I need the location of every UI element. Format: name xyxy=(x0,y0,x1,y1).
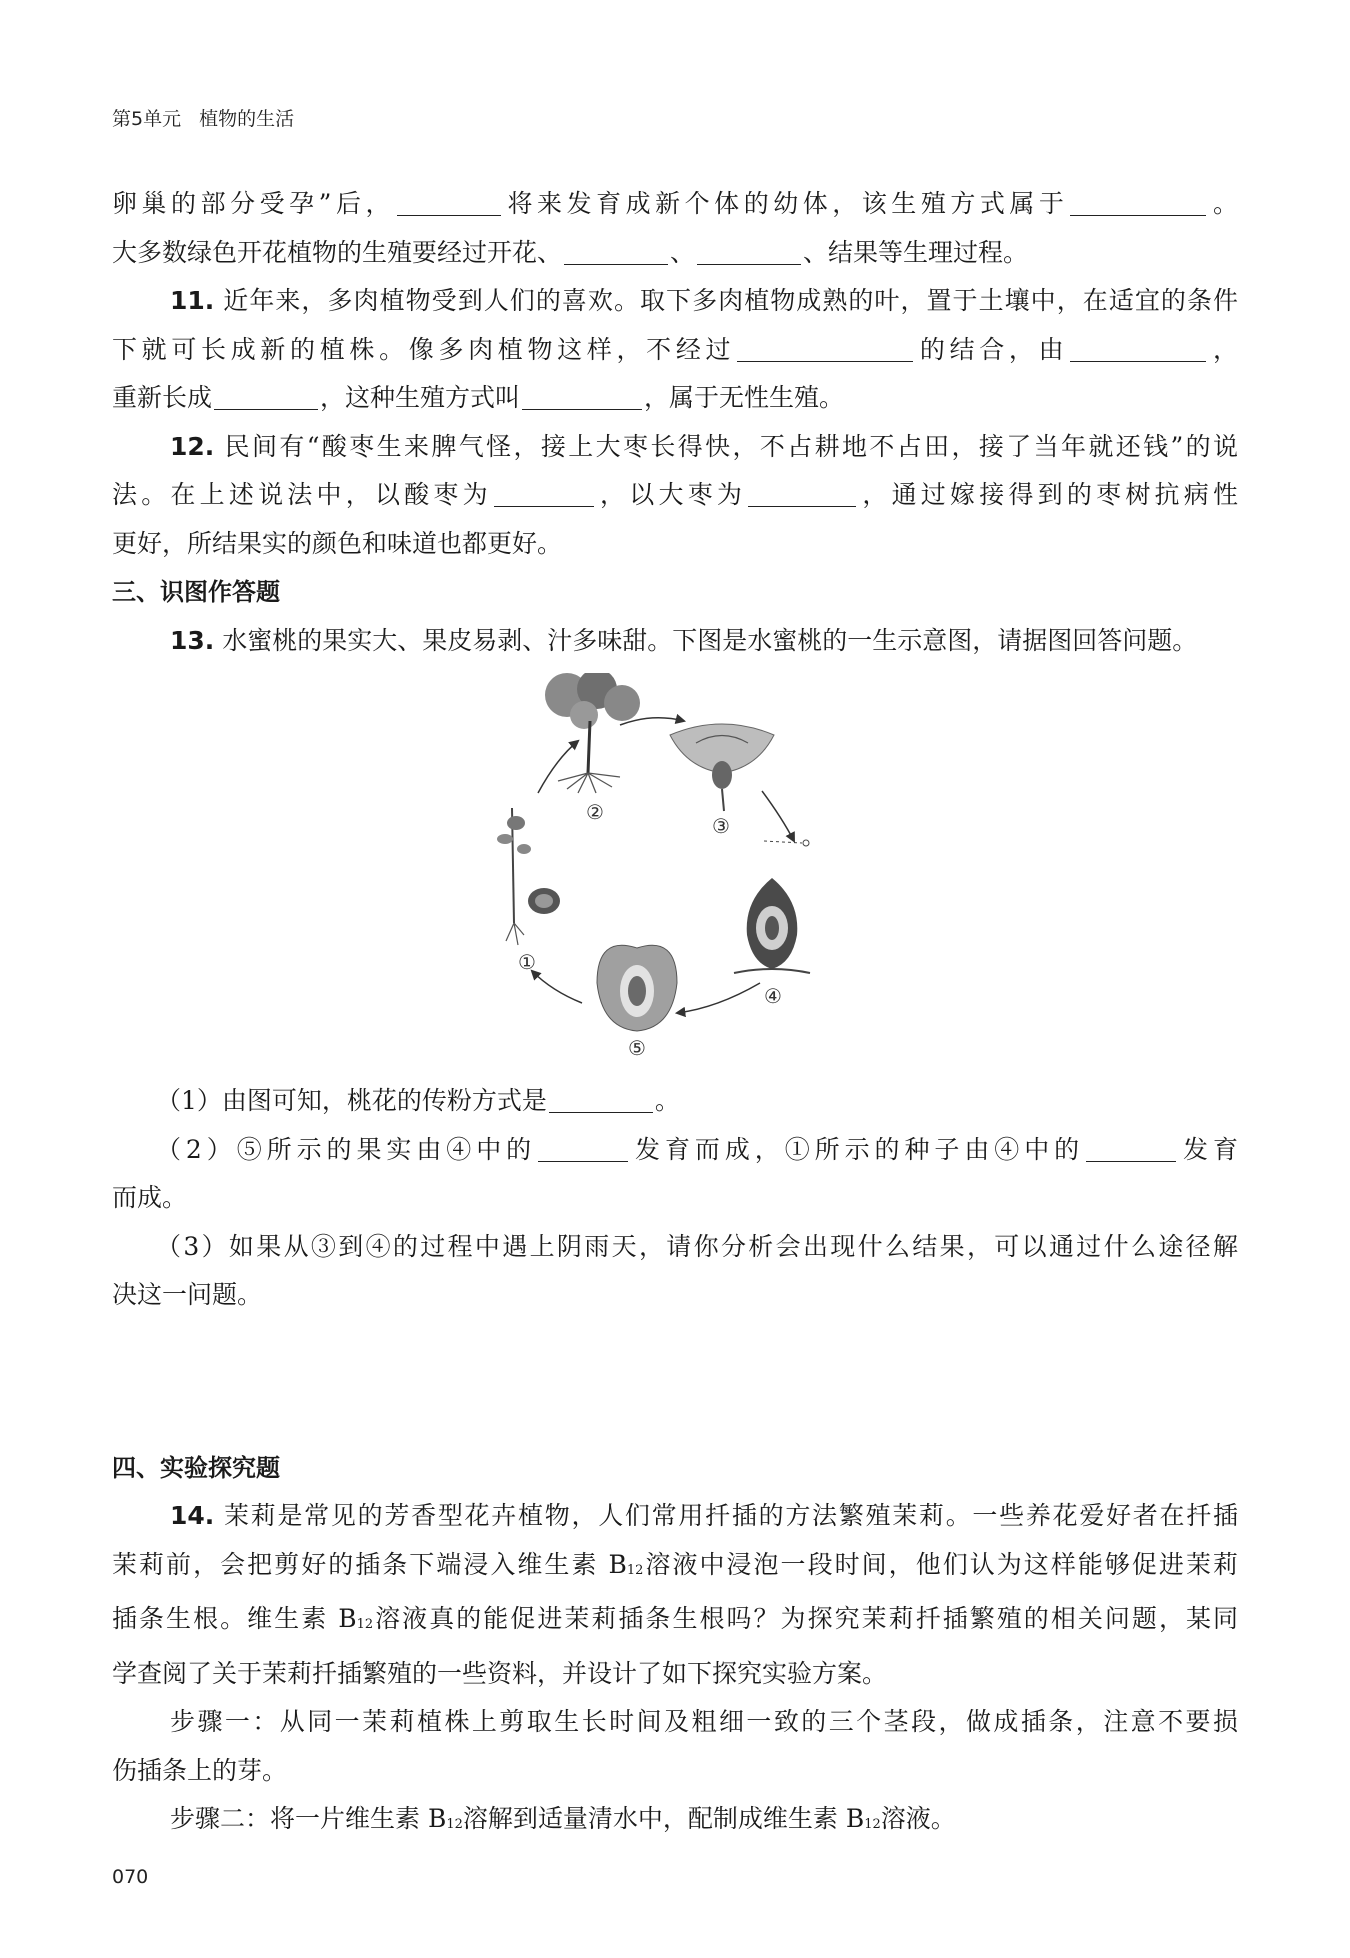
answer-blank[interactable] xyxy=(214,381,318,410)
q11-line-3: 重新长成 ，这种生殖方式叫 ，属于无性生殖。 xyxy=(112,383,845,412)
q13-sub-2-line-2: 而成。 xyxy=(112,1183,188,1212)
q14-line-4: 学查阅了关于茉莉扦插繁殖的一些资料，并设计了如下探究实验方案。 xyxy=(112,1658,888,1688)
question-number: 11. xyxy=(170,286,215,315)
q11-line-2: 下就可长成新的植株。像多肉植物这样，不经过 的结合，由 ， xyxy=(112,334,1238,364)
answer-blank[interactable] xyxy=(522,381,642,410)
header-title: 植物的生活 xyxy=(199,108,295,130)
q14-line-2: 茉莉前，会把剪好的插条下端浸入维生素 $B_{12}$溶液中浸泡一段时间，他们认为这样能够促进茉莉 xyxy=(112,1549,1238,1579)
q14-step-2: 步骤二：将一片维生素 $B_{12}$溶解到适量清水中，配制成维生素 $B_{12}$溶液。 xyxy=(170,1804,956,1833)
answer-blank[interactable] xyxy=(549,1084,653,1113)
figure-label-1: ① xyxy=(518,950,536,974)
running-header xyxy=(112,104,294,131)
q14-line-1: 14. 茉莉是常见的芳香型花卉植物，人们常用扦插的方法繁殖茉莉。一些养花爱好者在扦插 xyxy=(170,1501,1238,1530)
question-number: 14. xyxy=(170,1501,215,1530)
q11-line-1: 11. 近年来，多肉植物受到人们的喜欢。取下多肉植物成熟的叶，置于土壤中，在适宜的条件 xyxy=(170,286,1238,315)
q13-sub-1: （1）由图可知，桃花的传粉方式是 。 xyxy=(156,1086,680,1115)
seedling-illustration xyxy=(497,808,560,945)
figure-label-3: ③ xyxy=(712,814,730,838)
answer-blank[interactable] xyxy=(748,478,856,507)
answer-blank[interactable] xyxy=(737,333,913,362)
answer-space[interactable] xyxy=(112,1320,1238,1444)
answer-blank[interactable] xyxy=(697,236,801,265)
header-unit: 第5单元 xyxy=(112,108,182,130)
q12-line-1: 12. 民间有“酸枣生来脾气怪，接上大枣长得快，不占耕地不占田，接了当年就还钱”的说 xyxy=(170,431,1238,461)
life-cycle-diagram xyxy=(472,673,872,1058)
question-number: 12. xyxy=(170,431,215,461)
section-title-4: 四、实验探究题 xyxy=(112,1453,280,1482)
fruit-illustration xyxy=(597,945,677,1031)
prev-question-line-2: 大多数绿色开花植物的生殖要经过开花、 、 、结果等生理过程。 xyxy=(112,237,1029,267)
answer-blank[interactable] xyxy=(538,1133,628,1162)
cycle-arrow xyxy=(677,983,760,1013)
q14-step-1-line-1: 步骤一：从同一茉莉植株上剪取生长时间及粗细一致的三个茎段，做成插条，注意不要损 xyxy=(170,1707,1238,1736)
q13-sub-2-line-1: （2）⑤所示的果实由④中的 发育而成，①所示的种子由④中的 发育 xyxy=(156,1134,1238,1164)
cycle-arrow xyxy=(532,971,582,1003)
q13-intro: 13. 水蜜桃的果实大、果皮易剥、汁多味甜。下图是水蜜桃的一生示意图，请据图回答问题。 xyxy=(170,625,1198,655)
content xyxy=(112,180,1238,1850)
q13-sub-3-line-1: （3）如果从③到④的过程中遇上阴雨天，请你分析会出现什么结果，可以通过什么途径解 xyxy=(156,1231,1238,1261)
pistil-illustration xyxy=(734,840,810,973)
peach-life-cycle-figure xyxy=(112,673,1238,1063)
page-number: 070 xyxy=(112,1866,149,1888)
answer-blank[interactable] xyxy=(1070,187,1206,216)
question-number: 13. xyxy=(170,625,215,655)
figure-label-4: ④ xyxy=(764,984,782,1008)
answer-blank[interactable] xyxy=(397,187,501,216)
prev-question-line-1: 卵巢的部分受孕”后， 将来发育成新个体的幼体，该生殖方式属于 。 xyxy=(112,189,1238,218)
tree-illustration xyxy=(545,673,640,793)
figure-label-5: ⑤ xyxy=(628,1036,646,1058)
answer-blank[interactable] xyxy=(494,478,594,507)
answer-blank[interactable] xyxy=(564,236,668,265)
q13-sub-3-line-2: 决这一问题。 xyxy=(112,1280,263,1309)
cycle-arrow xyxy=(762,791,794,841)
q12-line-2: 法。在上述说法中，以酸枣为 ，以大枣为 ，通过嫁接得到的枣树抗病性 xyxy=(112,480,1238,509)
answer-blank[interactable] xyxy=(1070,333,1206,362)
figure-label-2: ② xyxy=(586,800,604,824)
q14-line-3: 插条生根。维生素 $B_{12}$溶液真的能促进茉莉插条生根吗？为探究茉莉扦插繁殖的相关问题，某同 xyxy=(112,1604,1238,1633)
q14-step-1-line-2: 伤插条上的芽。 xyxy=(112,1755,288,1785)
section-title-3: 三、识图作答题 xyxy=(112,578,280,606)
answer-blank[interactable] xyxy=(1086,1133,1176,1162)
q12-line-3: 更好，所结果实的颜色和味道也都更好。 xyxy=(112,528,563,558)
flower-illustration xyxy=(670,724,774,811)
